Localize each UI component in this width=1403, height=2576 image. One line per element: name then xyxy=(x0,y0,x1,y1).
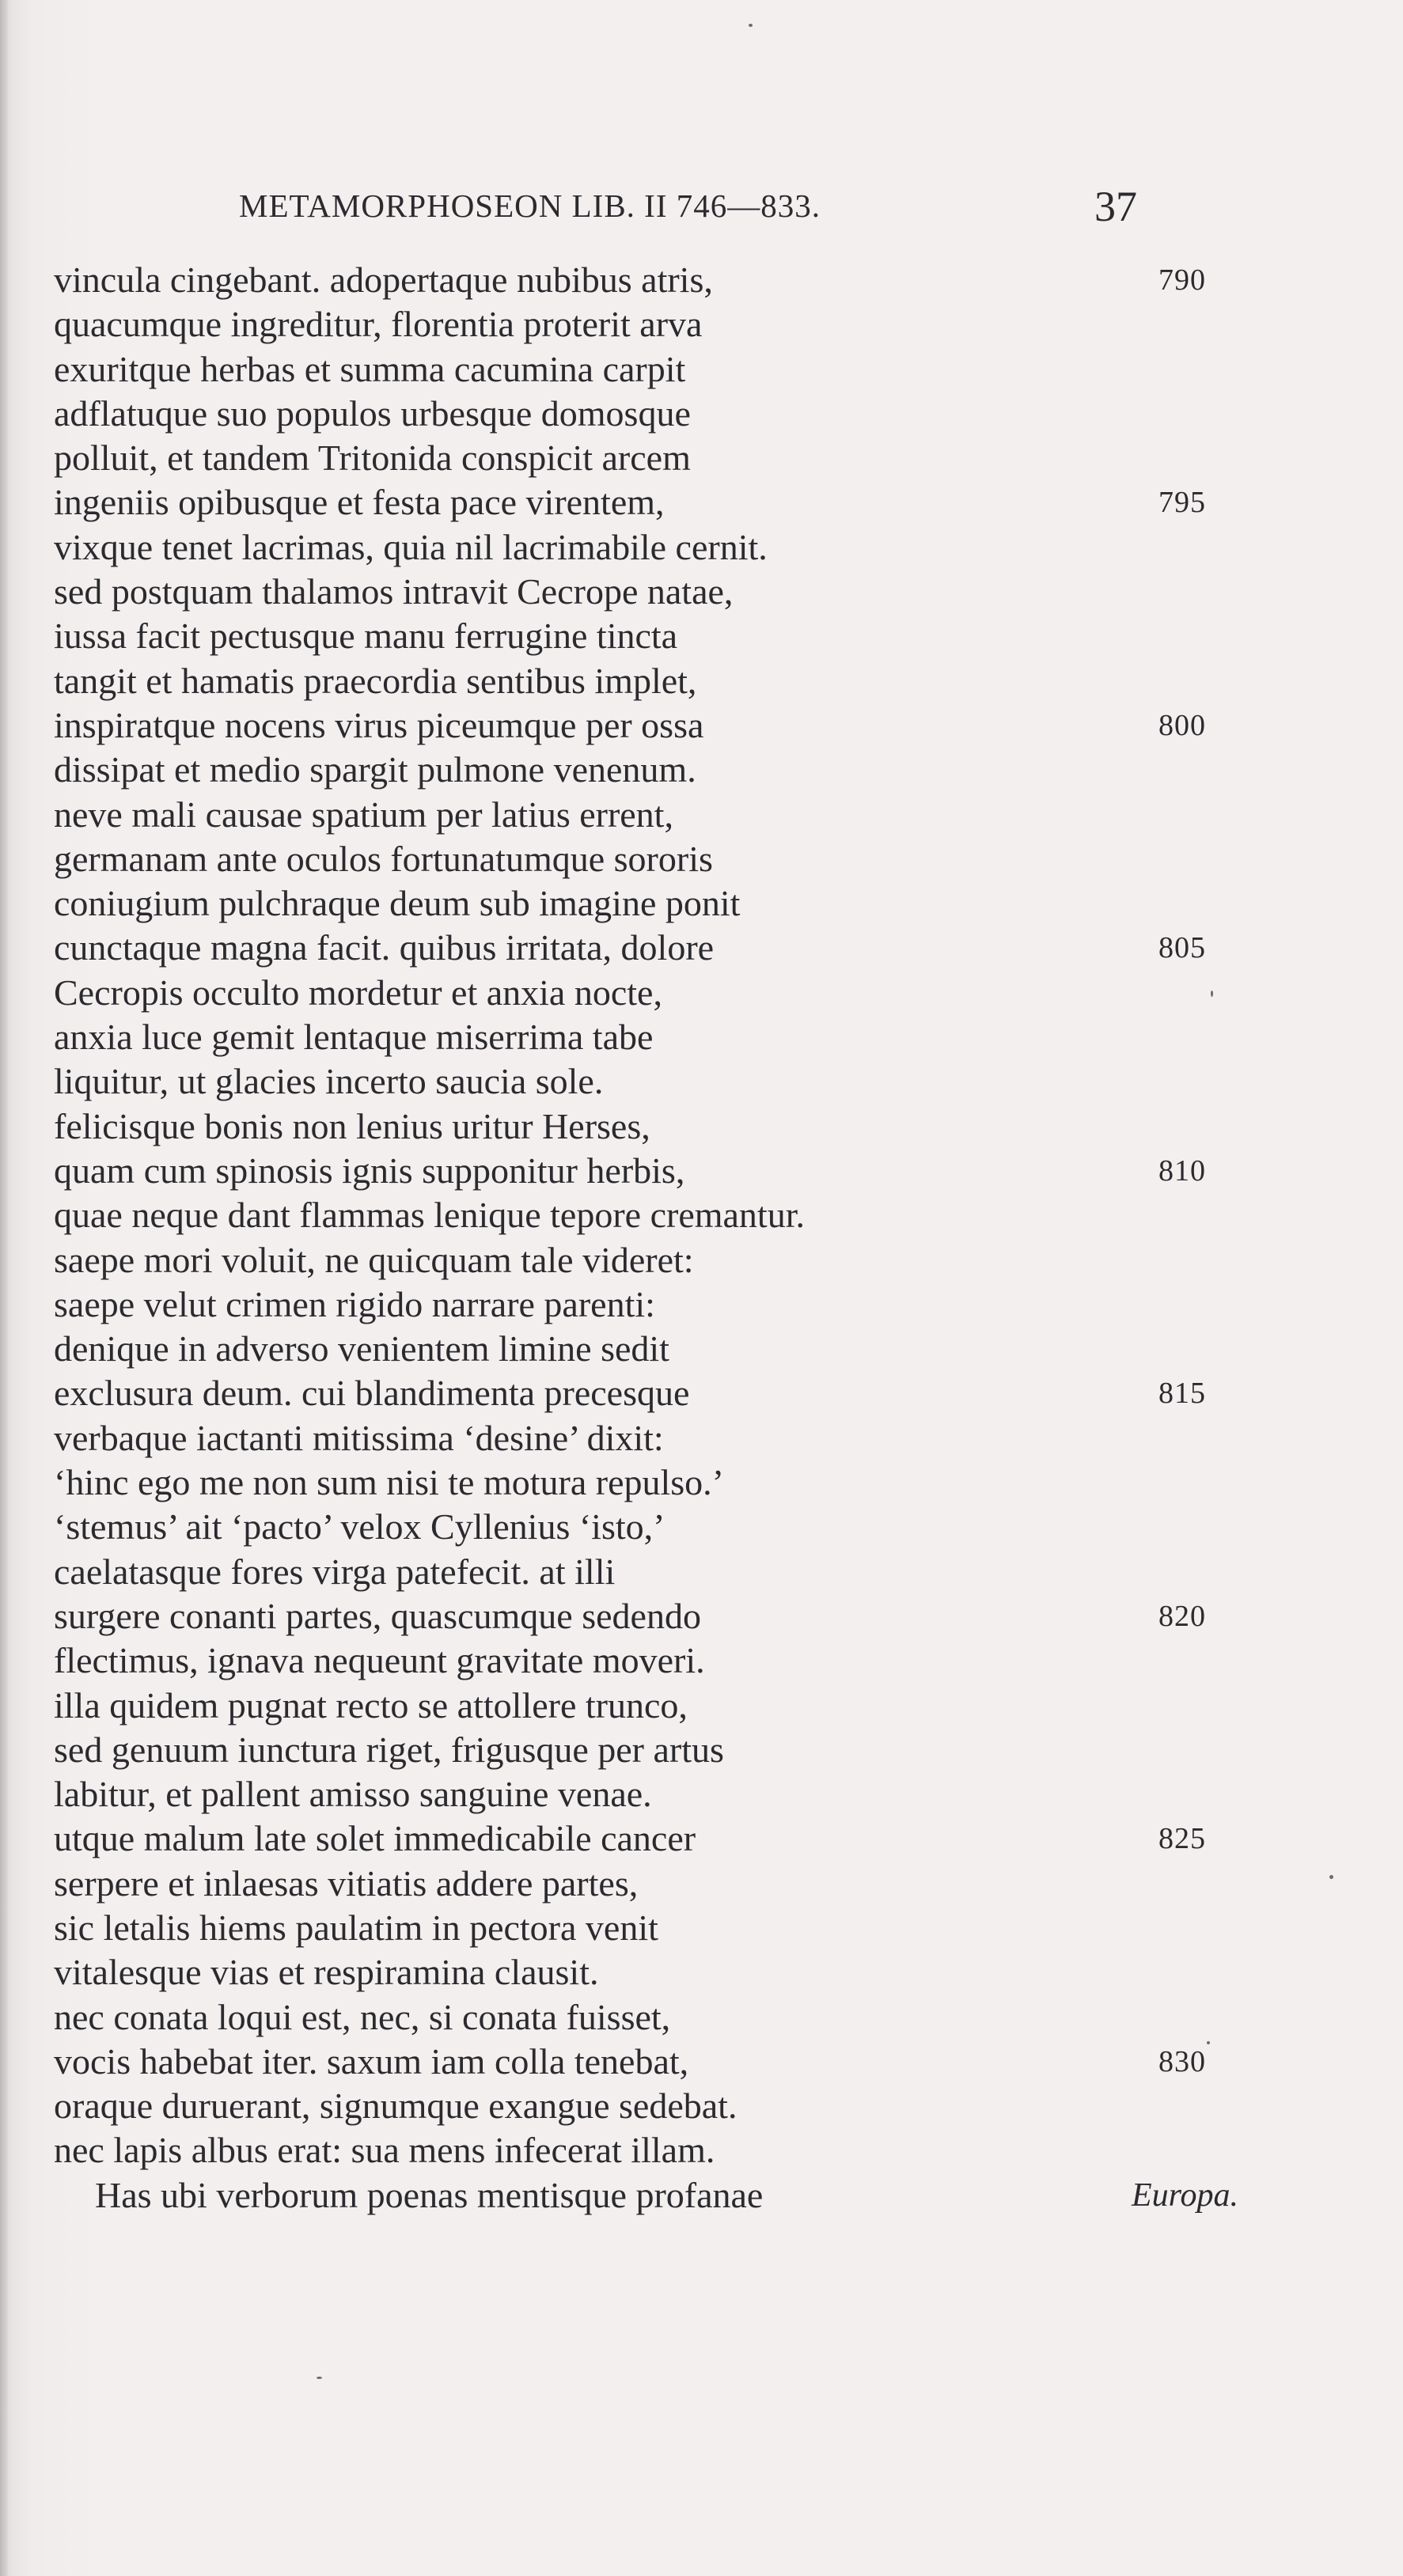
verse-line xyxy=(54,1728,1304,1772)
verse-text: saepe mori voluit, ne quicquam tale videret: xyxy=(54,1239,694,1280)
verse-text: Has ubi verborum poenas mentisque profanae xyxy=(95,2174,764,2215)
verse-line xyxy=(54,480,1304,525)
verse-line xyxy=(54,2173,1304,2218)
verse-text: sic letalis hiems paulatim in pectora venit xyxy=(54,1907,658,1948)
verse-line xyxy=(54,1460,1304,1505)
verse-text: serpere et inlaesas vitiatis addere partes, xyxy=(54,1862,639,1904)
verse-line xyxy=(54,1149,1304,1193)
verse-line xyxy=(54,1416,1304,1460)
verse-line xyxy=(54,302,1304,347)
verse-line xyxy=(54,1684,1304,1728)
line-number: 815 xyxy=(1158,1377,1206,1411)
verse-line xyxy=(54,2084,1304,2128)
verse-line xyxy=(54,881,1304,926)
line-number: 830 xyxy=(1158,2044,1206,2078)
verse-line xyxy=(54,1772,1304,1816)
verse-text: sed genuum iunctura riget, frigusque per artus xyxy=(54,1729,724,1770)
line-number: 820 xyxy=(1158,1599,1206,1633)
verse-line xyxy=(54,971,1304,1015)
verse-text: liquitur, ut glacies incerto saucia sole. xyxy=(54,1061,604,1102)
verse-text: verbaque iactanti mitissima ‘desine’ dixit: xyxy=(54,1417,664,1458)
verse-text: surgere conanti partes, quascumque sedendo xyxy=(54,1595,701,1636)
running-head-title: METAMORPHOSEON LIB. II 746—833. xyxy=(239,188,821,224)
verse-line xyxy=(54,392,1304,436)
verse-line xyxy=(54,2040,1304,2084)
verse-line xyxy=(54,1816,1304,1861)
verse-line xyxy=(54,2128,1304,2173)
verse-line xyxy=(54,1238,1304,1282)
verse-text: ‘stemus’ ait ‘pacto’ velox Cyllenius ‘isto,’ xyxy=(54,1506,665,1547)
verse-line xyxy=(54,1193,1304,1237)
verse-text: felicisque bonis non lenius uritur Herses, xyxy=(54,1105,650,1146)
verse-text: inspiratque nocens virus piceumque per ossa xyxy=(54,704,704,745)
verse-text: iussa facit pectusque manu ferrugine tincta xyxy=(54,616,678,657)
verse-line xyxy=(54,659,1304,703)
verse-line xyxy=(54,1104,1304,1149)
print-speck xyxy=(1329,1875,1333,1879)
page-number: 37 xyxy=(1094,183,1137,230)
verse-line xyxy=(54,258,1304,302)
line-number: 825 xyxy=(1158,1822,1206,1856)
verse-text: sed postquam thalamos intravit Cecrope natae, xyxy=(54,571,734,612)
line-number: 795 xyxy=(1158,486,1206,520)
verse-text: quacumque ingreditur, florentia proterit arva xyxy=(54,304,703,345)
line-number: 790 xyxy=(1158,263,1206,297)
verse-line xyxy=(54,525,1304,570)
verse-text: caelatasque fores virga patefecit. at illi xyxy=(54,1551,616,1592)
verse-line xyxy=(54,1282,1304,1327)
verse-line xyxy=(54,1015,1304,1059)
verse-text: coniugium pulchraque deum sub imagine ponit xyxy=(54,883,741,924)
verse-text: adflatuque suo populos urbesque domosque xyxy=(54,392,691,434)
verse-text: ‘hinc ego me non sum nisi te motura repulso.’ xyxy=(54,1462,725,1503)
verse-line xyxy=(54,1505,1304,1549)
verse-line xyxy=(54,614,1304,658)
verse-text: flectimus, ignava nequeunt gravitate moveri. xyxy=(54,1640,705,1681)
verse-text: illa quidem pugnat recto se attollere trunco, xyxy=(54,1684,688,1726)
verse-line xyxy=(54,1638,1304,1683)
verse-line xyxy=(54,1594,1304,1638)
verse-text: vixque tenet lacrimas, quia nil lacrimabile cernit. xyxy=(54,526,768,567)
verse-text: exuritque herbas et summa cacumina carpit xyxy=(54,348,686,389)
verse-text: polluit, et tandem Tritonida conspicit arcem xyxy=(54,438,691,479)
verse-line xyxy=(54,837,1304,881)
line-number: 810 xyxy=(1158,1154,1206,1188)
running-head xyxy=(0,182,1403,229)
verse-line xyxy=(54,748,1304,792)
verse-line xyxy=(54,1862,1304,1906)
print-speck xyxy=(1211,991,1213,997)
line-number: 805 xyxy=(1158,931,1206,965)
print-speck xyxy=(317,2377,322,2379)
verse-text: vocis habebat iter. saxum iam colla tenebat, xyxy=(54,2040,689,2082)
verse-text: nec conata loqui est, nec, si conata fuisset, xyxy=(54,1996,671,2037)
line-number: 800 xyxy=(1158,708,1206,742)
verse-text: anxia luce gemit lentaque miserrima tabe xyxy=(54,1017,654,1058)
verse-line xyxy=(54,347,1304,392)
print-speck xyxy=(749,24,753,27)
verse-text: cunctaque magna facit. quibus irritata, dolore xyxy=(54,927,715,968)
marginal-section-note: Europa. xyxy=(1132,2176,1238,2214)
verse-line xyxy=(54,926,1304,970)
verse-text: Cecropis occulto mordetur et anxia nocte, xyxy=(54,972,662,1013)
verse-line xyxy=(54,793,1304,837)
verse-text: vitalesque vias et respiramina clausit. xyxy=(54,1952,599,1993)
verse-line xyxy=(54,1371,1304,1415)
verse-text: neve mali causae spatium per latius errent, xyxy=(54,794,673,835)
verse-line xyxy=(54,703,1304,748)
verse-text: dissipat et medio spargit pulmone venenum. xyxy=(54,749,696,790)
verse-text-block xyxy=(54,258,1304,2218)
verse-text: ingeniis opibusque et festa pace virentem, xyxy=(54,482,665,523)
verse-line xyxy=(54,1995,1304,2040)
verse-text: vincula cingebant. adopertaque nubibus atris, xyxy=(54,259,713,300)
verse-text: nec lapis albus erat: sua mens infecerat illam. xyxy=(54,2130,715,2171)
verse-line xyxy=(54,436,1304,480)
verse-text: utque malum late solet immedicabile cancer xyxy=(54,1818,696,1859)
verse-line xyxy=(54,1950,1304,1995)
verse-text: saepe velut crimen rigido narrare parenti: xyxy=(54,1283,655,1324)
verse-text: oraque duruerant, signumque exangue sedebat. xyxy=(54,2085,738,2127)
verse-text: labitur, et pallent amisso sanguine venae. xyxy=(54,1774,652,1815)
page-gutter-edge xyxy=(0,0,8,2576)
print-speck xyxy=(1207,2041,1210,2044)
verse-text: tangit et hamatis praecordia sentibus implet, xyxy=(54,660,697,701)
verse-line xyxy=(54,1327,1304,1371)
verse-text: exclusura deum. cui blandimenta precesque xyxy=(54,1373,690,1414)
verse-line xyxy=(54,1906,1304,1950)
verse-text: denique in adverso venientem limine sedit xyxy=(54,1328,669,1369)
verse-text: quae neque dant flammas lenique tepore cremantur. xyxy=(54,1195,805,1236)
verse-text: quam cum spinosis ignis supponitur herbis, xyxy=(54,1150,685,1191)
verse-text: germanam ante oculos fortunatumque sororis xyxy=(54,838,713,879)
verse-line xyxy=(54,1059,1304,1104)
verse-line xyxy=(54,1550,1304,1594)
verse-line xyxy=(54,570,1304,614)
